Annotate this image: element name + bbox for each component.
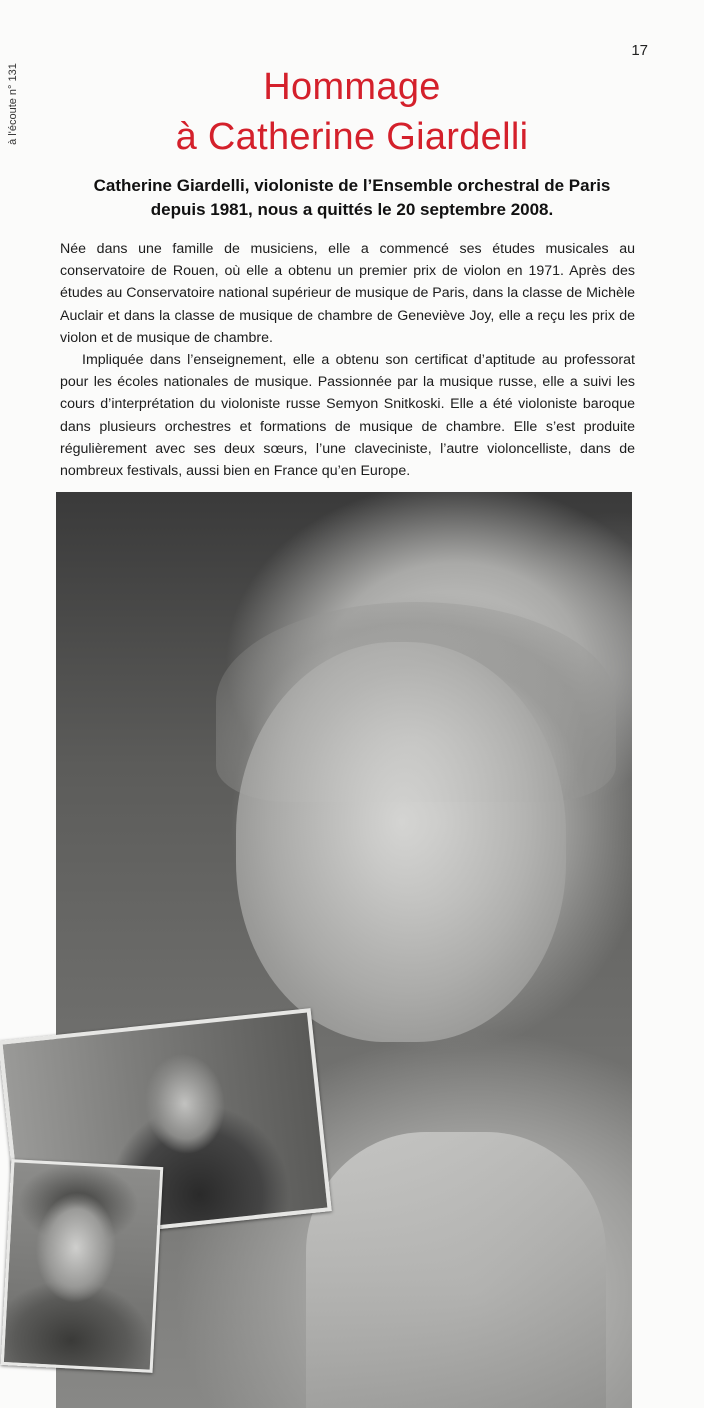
small-portrait-photo [1, 1159, 164, 1373]
title-line-2: à Catherine Giardelli [175, 116, 529, 158]
subtitle [52, 174, 652, 222]
portrait-face [236, 642, 566, 1042]
article-body [60, 238, 635, 482]
portrait-collar [306, 1132, 606, 1408]
subtitle-line-1: Catherine Giardelli, violoniste de l’Ensemble orchestral de Paris [93, 176, 611, 195]
page-number: 17 [631, 42, 648, 59]
title-line-1: Hommage [263, 66, 441, 108]
issue-label-text: à l'écoute n° 131 [7, 63, 20, 145]
paragraph-1: Née dans une famille de musiciens, elle a commencé ses études musicales au conservatoire de Rouen, où elle a obtenu un premier prix de violon en 1971. Après des études au Conservatoire national supérieur de musique de Paris, dans la classe de Michèle Auclair et dans la classe de musique de chambre de Geneviève Joy, elle a reçu les prix de violon et de musique de chambre. [60, 241, 635, 346]
page-title [0, 62, 704, 162]
paragraph-2: Impliquée dans l’enseignement, elle a obtenu son certificat d’aptitude au professorat pour les écoles nationales de musique. Passionnée par la musique russe, elle a suivi les cours d’interprétation du violoniste russe Semyon Snitkoski. Elle a été violoniste baroque dans plusieurs orchestres et formations de musique de chambre. Elle s’est produite régulièrement avec ses deux sœurs, l’une claveciniste, l’autre violoncelliste, dans de nombreux festivals, aussi bien en France qu’en Europe. [60, 352, 635, 480]
subtitle-line-2: depuis 1981, nous a quittés le 20 septembre 2008. [150, 200, 554, 219]
